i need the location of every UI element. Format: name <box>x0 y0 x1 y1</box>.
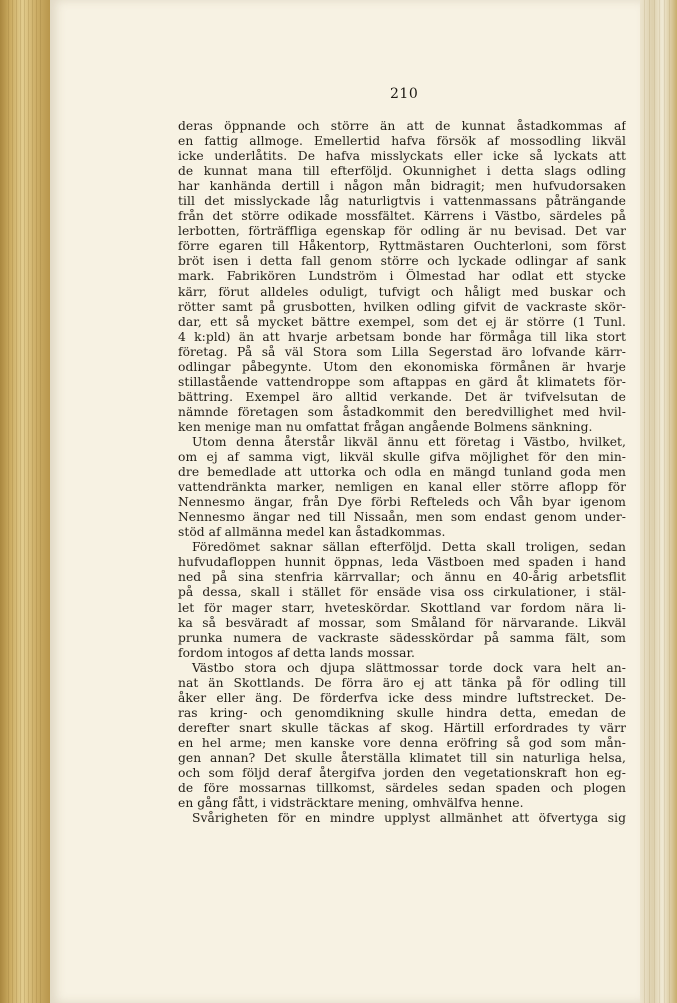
text-line: bröt isen i detta fall genom större och lyckade odlingar af sank <box>178 254 626 269</box>
text-line: vattendränkta marker, nemligen en kanal eller större aflopp för <box>178 480 626 495</box>
text-line: Utom denna återstår likväl ännu ett företag i Västbo, hvilket, <box>192 434 626 449</box>
text-line: nat än Skottlands. De förra äro ej att tänka på för odling till <box>178 675 626 690</box>
text-line: en gång fått, i vidsträcktare mening, omhvälfva henne. <box>178 796 524 811</box>
text-line: Föredömet saknar sällan efterföljd. Detta skall troligen, sedan <box>192 540 626 555</box>
text-line: en fattig allmoge. Emellertid hafva försök af mossodling likväl <box>178 134 626 149</box>
text-line: en hel arme; men kanske vore denna eröfring så god som mån- <box>178 735 626 750</box>
text-line: let för mager starr, hveteskördar. Skottland var fordom nära li- <box>178 600 626 615</box>
text-line: derefter snart skulle täckas af skog. Härtill erfordrades ty värr <box>178 720 626 735</box>
text-line: ken menige man nu omfattat frågan angående Bolmens sänkning. <box>178 419 593 434</box>
text-line: förre egaren till Håkentorp, Ryttmästaren Ouchterloni, som först <box>178 239 626 254</box>
text-line: från det större odikade mossfältet. Kärrens i Västbo, särdeles på <box>178 209 626 224</box>
text-line: prunka numera de vackraste sädesskördar på samma fält, som <box>178 630 626 645</box>
text-line: nämnde företagen som åstadkommit den beredvillighet med hvil- <box>178 404 626 419</box>
page-edges <box>640 0 677 1003</box>
text-line: mark. Fabrikören Lundström i Ölmestad har odlat ett stycke <box>178 269 626 284</box>
text-line: åker eller äng. De förderfva icke dess mindre luftstrecket. De- <box>178 690 626 705</box>
text-line: Nennesmo ängar ned till Nissaån, men som endast genom under- <box>178 510 626 525</box>
text-line: Västbo stora och djupa slättmossar torde dock vara helt an- <box>192 660 626 675</box>
text-line: hufvudafloppen hunnit öppnas, leda Västboen med spaden i hand <box>178 555 626 570</box>
text-line: odlingar påbegynte. Utom den ekonomiska förmånen är hvarje <box>178 359 626 374</box>
text-line: har kanhända dertill i någon mån bidragit; men hufvudorsaken <box>178 179 626 194</box>
text-line: ned på sina stenfria kärrvallar; och ännu en 40-årig arbetsflit <box>178 570 626 585</box>
text-line: stillastående vattendroppe som aftappas en gärd åt klimatets för- <box>178 374 626 389</box>
text-line: bättring. Exempel äro alltid verkande. Det är tvifvelsutan de <box>178 389 626 404</box>
text-line: lerbotten, förträffliga egenskap för odling är nu bevisad. Det var <box>178 224 626 239</box>
book-spine-binding <box>0 0 50 1003</box>
text-line: de före mossarnas tillkomst, särdeles sedan spaden och plogen <box>178 781 626 796</box>
text-line: ras kring- och genomdikning skulle hindra detta, emedan de <box>178 705 626 720</box>
page-number: 210 <box>390 86 419 102</box>
text-line: fordom intogos af detta lands mossar. <box>178 645 416 660</box>
text-line: kärr, förut alldeles oduligt, tufvigt och håligt med buskar och <box>178 284 626 299</box>
text-line: om ej af samma vigt, likväl skulle gifva möjlighet för den min- <box>178 450 626 465</box>
text-line: till det misslyckade låg naturligtvis i vattenmassans påträngande <box>178 194 626 209</box>
text-line: företag. På så väl Stora som Lilla Segerstad äro lofvande kärr- <box>178 344 626 359</box>
text-line: deras öppnande och större än att de kunnat åstadkommas af <box>178 119 626 133</box>
text-line: icke underlåtits. De hafva misslyckats eller icke så lyckats att <box>178 149 626 164</box>
text-line: stöd af allmänna medel kan åstadkommas. <box>178 525 446 540</box>
body-text <box>178 119 626 826</box>
text-line: Nennesmo ängar, från Dye förbi Refteleds och Våh byar igenom <box>178 495 626 510</box>
text-line: de kunnat mana till efterföljd. Okunnighet i detta slags odling <box>178 164 626 179</box>
text-line: rötter samt på grusbotten, hvilken odling gifvit de vackraste skör- <box>178 299 626 314</box>
text-line: ka så besväradt af mossar, som Småland för närvarande. Likväl <box>178 615 626 630</box>
text-line: dar, ett så mycket bättre exempel, som det ej är större (1 Tunl. <box>178 314 626 329</box>
text-line: Svårigheten för en mindre upplyst allmänhet att öfvertyga sig <box>192 811 626 826</box>
text-line: dre bemedlade att uttorka och odla en mängd tunland goda men <box>178 465 626 480</box>
text-line: gen annan? Det skulle återställa klimatet till sin naturliga helsa, <box>178 750 626 765</box>
text-line: på dessa, skall i stället för ensäde visa oss cirkulationer, i stäl- <box>178 585 626 600</box>
text-line: 4 k:pld) än att hvarje arbetsam bonde har förmåga till lika stort <box>178 329 626 344</box>
text-line: och som följd deraf återgifva jorden den vegetationskraft hon eg- <box>178 766 626 781</box>
